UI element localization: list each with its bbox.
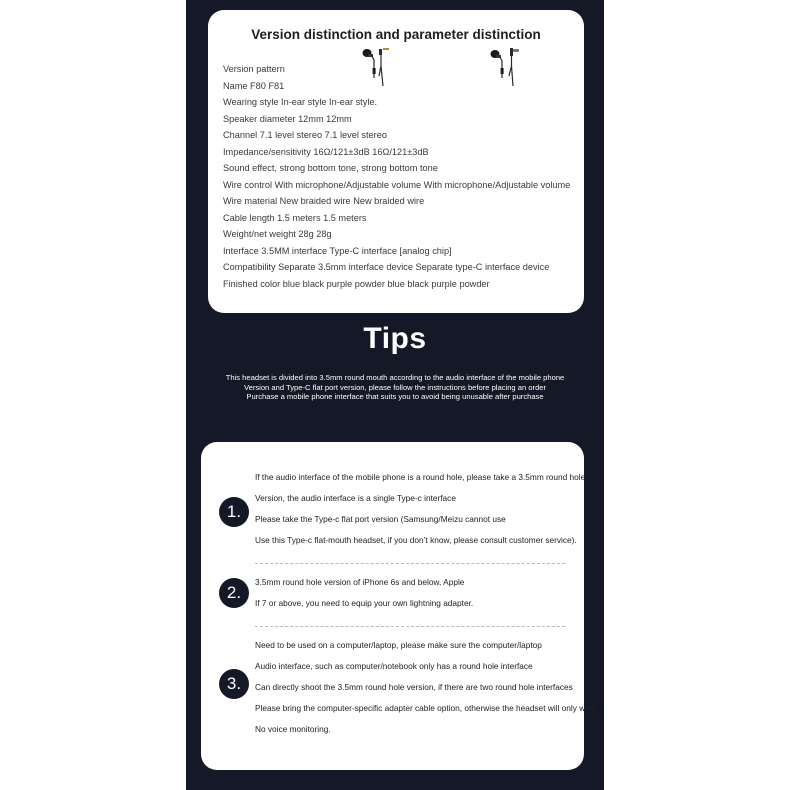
instructions-card bbox=[201, 442, 597, 770]
step-2-line: 3.5mm round hole version of iPhone 6s and below, Apple bbox=[255, 577, 465, 587]
param-row: Interface 3.5MM interface Type-C interface [analog chip] bbox=[223, 245, 452, 256]
step-divider bbox=[255, 626, 565, 627]
parameter-card bbox=[208, 10, 584, 313]
param-row: Channel 7.1 level stereo 7.1 level stereo bbox=[223, 130, 387, 140]
param-row: Name F80 F81 bbox=[223, 80, 285, 91]
step-3-line: No voice monitoring. bbox=[255, 724, 331, 734]
tips-line: Purchase a mobile phone interface that suits you to avoid being unusable after purchase bbox=[246, 392, 544, 402]
step-1-number: 1. bbox=[219, 497, 249, 527]
param-row: Finished color blue black purple powder blue black purple powder bbox=[223, 278, 490, 289]
tips-line: This headset is divided into 3.5mm round mouth according to the audio interface of the mobile phone bbox=[225, 373, 565, 382]
param-row: Wearing style In-ear style In-ear style. bbox=[223, 97, 378, 107]
param-row: Weight/net weight 28g 28g bbox=[223, 229, 332, 239]
step-3-line: Can directly shoot the 3.5mm round hole version, if there are two round hole interfaces bbox=[255, 682, 573, 692]
parameter-list bbox=[223, 61, 570, 292]
param-row: Impedance/sensitivity 16Ω/121±3dB 16Ω/121±3dB bbox=[223, 146, 429, 157]
step-2-line: If 7 or above, you need to equip your own lightning adapter. bbox=[255, 598, 474, 608]
step-1-line: Please take the Type-c flat port version (Samsung/Meizu cannot use bbox=[255, 514, 506, 524]
param-row: Version pattern bbox=[223, 64, 285, 74]
param-row: Wire material New braided wire New braided wire bbox=[223, 196, 425, 206]
param-row: Sound effect, strong bottom tone, strong bottom tone bbox=[223, 163, 438, 173]
tips-line: Version and Type-C flat port version, please follow the instructions before placing an order bbox=[243, 382, 547, 392]
step-3-line: Please bring the computer-specific adapter cable option, otherwise the headset will only work bbox=[255, 703, 597, 713]
param-row: Wire control With microphone/Adjustable volume With microphone/Adjustable volume bbox=[223, 179, 571, 190]
step-divider bbox=[255, 563, 565, 564]
step-3-line: Audio interface, such as computer/notebook only has a round hole interface bbox=[255, 661, 533, 671]
parameter-card-title: Version distinction and parameter distinction bbox=[251, 27, 541, 42]
step-1-line: If the audio interface of the mobile phone is a round hole, please take a 3.5mm round hole bbox=[255, 472, 586, 482]
tips-heading: Tips bbox=[363, 322, 427, 355]
tips-description bbox=[186, 373, 604, 402]
param-row: Compatibility Separate 3.5mm interface device Separate type-C interface device bbox=[223, 262, 550, 272]
param-row: Speaker diameter 12mm 12mm bbox=[223, 113, 352, 124]
step-1-line: Use this Type-c flat-mouth headset, if you don’t know, please consult customer service). bbox=[255, 535, 577, 545]
step-1-line: Version, the audio interface is a single Type-c interface bbox=[255, 493, 456, 503]
step-3-line: Need to be used on a computer/laptop, please make sure the computer/laptop bbox=[255, 640, 542, 650]
step-2-number: 2. bbox=[219, 578, 249, 608]
step-3-number: 3. bbox=[219, 669, 249, 699]
param-row: Cable length 1.5 meters 1.5 meters bbox=[223, 212, 367, 223]
